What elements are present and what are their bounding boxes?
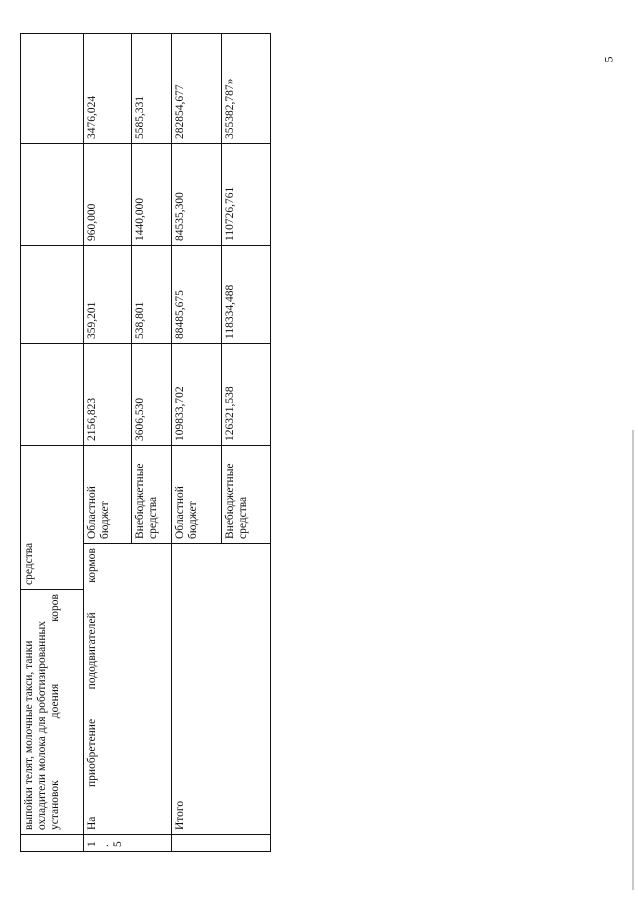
value-cell-2: 88485,675 [171, 245, 221, 343]
value-cell-3: 1440,000 [131, 143, 171, 245]
table-row [20, 33, 83, 851]
table-row [171, 33, 221, 851]
funding-source-cell: Внебюджетные средства [221, 445, 270, 543]
funding-source-cell: Областной бюджет [171, 445, 221, 543]
table-container [19, 33, 270, 851]
table-row [83, 33, 131, 851]
value-cell-3: 960,000 [83, 143, 131, 245]
value-cell-2 [20, 245, 83, 343]
value-cell-2: 538,801 [131, 245, 171, 343]
item-name-cell: На приобретение пододвигателей кормов [83, 543, 171, 834]
funding-source-cell: Областной бюджет [83, 445, 131, 543]
value-cell-1 [20, 343, 83, 445]
row-number-cell: 1.5 [83, 834, 171, 851]
total-cell: 3476,024 [83, 33, 131, 143]
value-cell-3 [20, 143, 83, 245]
value-cell-3: 84535,300 [171, 143, 221, 245]
budget-table [20, 32, 271, 851]
funding-source-cell: средства [20, 445, 83, 589]
value-cell-1: 3606,530 [131, 343, 171, 445]
total-cell: 282854,677 [171, 33, 221, 143]
item-name-cell: выпойки телят, молочные такси, танки охладители молока для роботизированных установок доения коров [20, 589, 83, 834]
page-number: 5 [601, 56, 616, 63]
value-cell-3: 110726,761 [221, 143, 270, 245]
funding-source-cell: Внебюджетные средства [131, 445, 171, 543]
value-cell-1: 126321,538 [221, 343, 270, 445]
total-cell: 355382,787» [221, 33, 270, 143]
page-edge-line [632, 430, 634, 890]
value-cell-1: 109833,702 [171, 343, 221, 445]
total-cell: 5585,331 [131, 33, 171, 143]
item-name-cell: Итого [171, 543, 270, 834]
row-number-cell [20, 834, 83, 851]
row-number-cell [171, 834, 270, 851]
total-cell [20, 33, 83, 143]
value-cell-2: 359,201 [83, 245, 131, 343]
value-cell-1: 2156,823 [83, 343, 131, 445]
value-cell-2: 118334,488 [221, 245, 270, 343]
